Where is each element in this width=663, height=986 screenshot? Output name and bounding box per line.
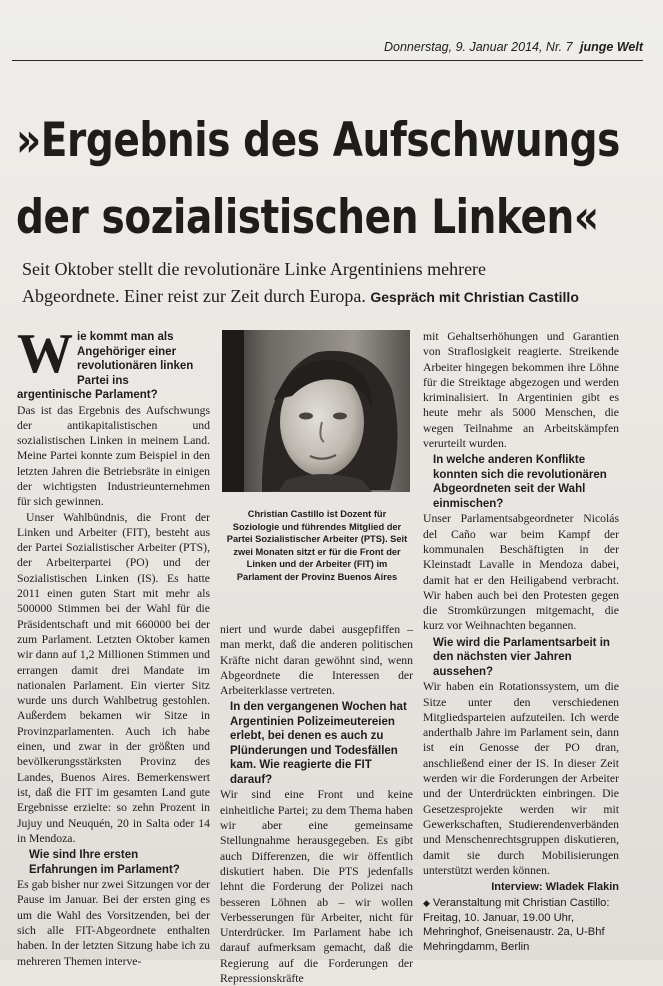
answer-2-paragraph-1: Es gab bisher nur zwei Sitzungen vor der Pause im Januar. Bei der ersten ging es um die Wahl des Vorsitzenden, bei der sich alle FIT-Abgeordnete enthalten haben. In der letzten Sitzung habe ich zu mehreren Themen interve- (17, 878, 210, 968)
portrait-image (222, 330, 410, 492)
event-notice (423, 896, 619, 954)
answer-1-paragraph-2: Unser Wahlbündnis, die Front der Linken und Arbeiter (FIT), besteht aus der Partei Sozialistischer Arbeiter (PTS), der Arbeiterpartei (PO) und der Sozialistischen Linken (IS). Es hatte 2011 einen guten Start mit mehr als 500000 Stimmen bei der Wahl für die Präsidentschaft und mit 660000 bei der zum Parlament. Letzten Oktober kamen wir dann auf 1,2 Millionen Stimmen und errangen damit drei Mandate im nationalen Parlament. Ein vierter Sitz wurde uns durch Wahlbetrug gestohlen. Außerdem bekamen wir Sitze in Provinzparlamenten. Auch ich habe einen, und zwar in der größten und bevölkerungsstärksten Provinz des Landes, Buenos Aires. Bemerkenswert ist, daß die FIT im gesamten Land gute Ergebnisse erzielte: so zehn Prozent in Jujuy und Neuquén, 20 in Salta oder 14 in Mendoza. (17, 510, 210, 845)
masthead (12, 40, 643, 61)
standfirst-line-2-text: Abgeordnete. Einer reist zur Zeit durch Europa. (22, 286, 366, 306)
newspaper-name: junge Welt (580, 40, 643, 54)
question-3: In den vergangenen Wochen hat Argentinien Polizeimeutereien erlebt, bei denen es auch zu Plünderungen und Todesfällen kam. Wie reagierte die FIT darauf? (230, 701, 407, 786)
intro-question-block (17, 323, 210, 403)
drop-cap: W (17, 323, 73, 385)
standfirst-line-1: Seit Oktober stellt die revolutionäre Linke Argentiniens mehrere (22, 259, 487, 279)
question-4: In welche anderen Konflikte konnten sich die revolutionären Abgeordneten seit der Wahl einmischen? (433, 454, 607, 510)
interview-credit: Gespräch mit Christian Castillo (370, 289, 579, 305)
portrait-photo (222, 330, 410, 492)
diamond-bullet-icon: ◆ (423, 898, 430, 909)
answer-3-paragraph-2: mit Gehaltserhöhungen und Garantien von Straflosigkeit reagierte. Streikende Arbeiter hingegen bekommen ihre Löhne für die Streiktage abgezogen und werden kriminalisiert. In Argentinien gibt es heute mehr als 5000 Menschen, die wegen Teilnahme an Arbeitskämpfen verurteilt wurden. (423, 330, 619, 451)
headline-line-2: der sozialistischen Linken« (16, 190, 599, 245)
answer-5-paragraph-1: Wir haben ein Rotationssystem, um die Sitze unter den verschiedenen Mitgliedsparteien aufzuteilen. Ich werde anderthalb Jahre im Parlament sein, dann ist ein Genosse der PO dran, anschließend einer der IS. In dieser Zeit werden wir die Forderungen der Arbeiter und der Unterdrückten einbringen. Die Gesetzesprojekte werden wir mit Gewerkschaften, Studierendenverbänden und Menschenrechtsgruppen diskutieren, damit sie durch Mobilisierungen unterstützt werden können. (423, 680, 619, 877)
photo-caption: Christian Castillo ist Dozent für Soziologie und führendes Mitglied der Partei Sozialistischer Arbeiter (PTS). Seit zwei Monaten sitzt er für die Front der Linken und der Arbeiter (FIT) im Parlament der Provinz Buenos Aires (226, 509, 408, 582)
standfirst (22, 256, 662, 311)
event-text: Veranstaltung mit Christian Castillo: Freitag, 10. Januar, 19.00 Uhr, Mehringhof, Gneisenaustr. 2a, U-Bhf Mehringdamm, Berlin (423, 897, 610, 953)
dateline: Donnerstag, 9. Januar 2014, Nr. 7 (384, 40, 573, 54)
question-2: Wie sind Ihre ersten Erfahrungen im Parlament? (29, 849, 180, 876)
interviewer-signoff: Interview: Wladek Flakin (491, 881, 619, 894)
article-column-1 (17, 323, 210, 969)
article-column-3 (423, 329, 619, 954)
answer-1-paragraph-1: Das ist das Ergebnis des Aufschwungs der antikapitalistischen und sozialistischen Linken in meinem Land. Meine Partei konnte zum Beispiel in den letzten Jahren die Betriebsräte in einigen der wichtigsten Industrieunternehmen für sich gewinnen. (17, 403, 210, 509)
answer-3-paragraph-1: Wir sind eine Front und keine einheitliche Partei; zu dem Thema haben wir aber eine gemeinsame Stellungnahme herausgegeben. Es gibt auch Differenzen, die wir öffentlich diskutiert haben. Die PTS jedenfalls lehnt die Forderung der Polizei nach besseren Löhnen ab – wir wollen Verbesserungen für Arbeiter, nicht für Unterdrücker. Im Parlament habe ich darauf aufmerksam gemacht, daß die Regierung auf die Forderungen der Repressionskräfte (220, 788, 413, 986)
question-5: Wie wird die Parlamentsarbeit in den nächsten vier Jahren aussehen? (433, 636, 610, 678)
headline-line-1: »Ergebnis des Aufschwungs (16, 113, 620, 168)
article-column-2 (220, 622, 413, 986)
headline (16, 102, 620, 256)
answer-2-paragraph-2: niert und wurde dabei ausgepfiffen – man merkt, daß die anderen politischen Kräfte nicht daran gewöhnt sind, wenn Abgeordnete die Interessen der Arbeiterklasse vertreten. (220, 623, 413, 698)
answer-4-paragraph-1: Unser Parlamentsabgeordneter Nicolás del Caño war beim Kampf der kommunalen Beschäftigten in der Kleinstadt Lavalle in Mendoza dabei, damit hat er den Heiligabend verbracht. Wir haben auch bei den Protesten gegen die Stromkürzungen mitgemacht, die kurz vor Weihnachten begannen. (423, 512, 619, 633)
question-1: ie kommt man als Angehöriger einer revolutionären linken Partei ins argentinische Parlament? (17, 331, 194, 401)
standfirst-line-2 (22, 283, 662, 311)
